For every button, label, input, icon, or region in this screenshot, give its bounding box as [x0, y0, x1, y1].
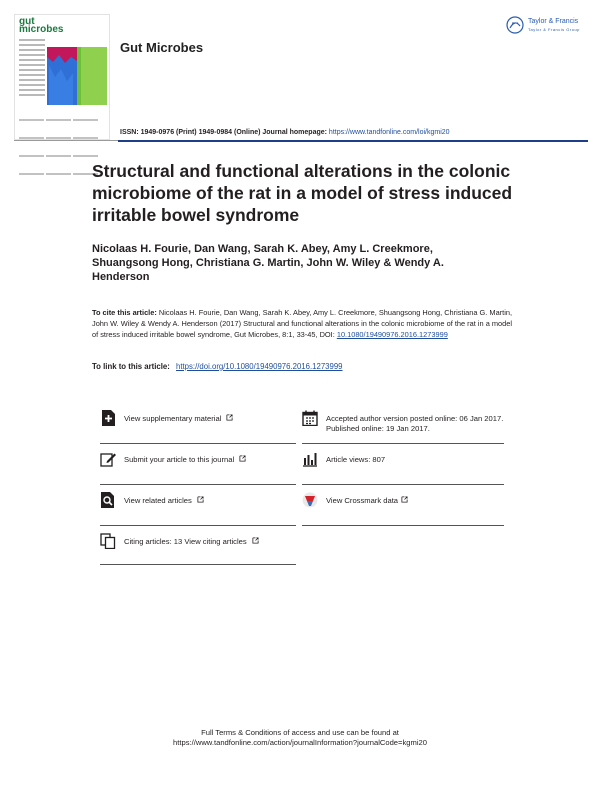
- external-link-icon: [401, 496, 408, 503]
- related-articles-label: View related articles: [124, 496, 192, 505]
- supplementary-material-item[interactable]: [100, 410, 296, 444]
- edit-pencil-icon: [100, 451, 116, 467]
- related-articles-item[interactable]: [100, 492, 296, 526]
- external-link-icon: [197, 496, 204, 503]
- document-plus-icon: [100, 410, 116, 426]
- article-link-line: [92, 362, 343, 371]
- citing-articles-item[interactable]: [100, 533, 296, 565]
- citation-text: Nicolaas H. Fourie, Dan Wang, Sarah K. Abey, Amy L. Creekmore, Shuangsong Hong, Christiana G. Martin, John W. Wiley & Wendy A. Henderson (2017) Structural and functional alterations in the colonic microbiome of the rat in a model of stress induced irritable bowel syndrome, Gut Microbes, 8:1, 33-45, DOI:: [92, 308, 512, 340]
- submit-article-item[interactable]: [100, 451, 296, 485]
- journal-cover-thumbnail: [14, 14, 110, 140]
- article-views-label: Article views: 807: [326, 455, 386, 464]
- issn-line: [120, 129, 450, 136]
- external-link-icon: [239, 455, 246, 462]
- cover-title: gut microbes: [19, 16, 64, 35]
- accepted-date: Accepted author version posted online: 06 Jan 2017.: [326, 414, 504, 423]
- citation-doi-link[interactable]: 10.1080/19490976.2016.1273999: [336, 330, 448, 340]
- crossmark-icon: [302, 492, 318, 508]
- publisher-logo-icon: [506, 16, 524, 34]
- article-link-label: To link to this article:: [92, 362, 170, 371]
- citation-block: [92, 307, 512, 341]
- publisher-logo-subtext: Taylor & Francis Group: [528, 27, 580, 32]
- article-doi-link[interactable]: https://doi.org/10.1080/19490976.2016.1273999: [176, 362, 343, 371]
- journal-name: Gut Microbes: [120, 40, 204, 55]
- submit-article-label: Submit your article to this journal: [124, 455, 235, 464]
- calendar-icon: [302, 410, 318, 426]
- issn-text: ISSN: 1949-0976 (Print) 1949-0984 (Online) Journal homepage:: [120, 129, 327, 136]
- header-divider-accent: [118, 140, 588, 142]
- cover-contents-list: [19, 39, 45, 99]
- citation-label: To cite this article:: [92, 308, 157, 317]
- crossmark-label: View Crossmark data: [326, 496, 399, 505]
- cover-image: [47, 47, 107, 105]
- bar-chart-icon: [302, 451, 318, 467]
- terms-footer: [0, 728, 600, 748]
- publisher-logo[interactable]: [506, 16, 588, 38]
- publisher-logo-text: Taylor & Francis: [528, 18, 579, 25]
- journal-homepage-link[interactable]: https://www.tandfonline.com/loi/kgmi20: [328, 129, 450, 136]
- published-date: Published online: 19 Jan 2017.: [326, 423, 430, 433]
- citing-articles-label: Citing articles: 13 View citing articles: [124, 537, 247, 546]
- supplementary-material-label: View supplementary material: [124, 414, 222, 423]
- article-views-item: [302, 451, 504, 485]
- terms-line: Full Terms & Conditions of access and use can be found at: [201, 728, 399, 737]
- external-link-icon: [226, 414, 233, 421]
- external-link-icon: [252, 537, 259, 544]
- publication-dates-item: [302, 410, 504, 444]
- copy-documents-icon: [100, 533, 116, 549]
- journal-information-link[interactable]: https://www.tandfonline.com/action/journalInformation?journalCode=kgmi20: [173, 738, 427, 747]
- article-title: Structural and functional alterations in the colonic microbiome of the rat in a model of stress induced irritable bowel syndrome: [92, 161, 513, 225]
- crossmark-item[interactable]: [302, 492, 504, 526]
- search-document-icon: [100, 492, 116, 508]
- article-authors: Nicolaas H. Fourie, Dan Wang, Sarah K. Abey, Amy L. Creekmore, Shuangsong Hong, Christiana G. Martin, John W. Wiley & Wendy A. Henderson: [92, 243, 444, 283]
